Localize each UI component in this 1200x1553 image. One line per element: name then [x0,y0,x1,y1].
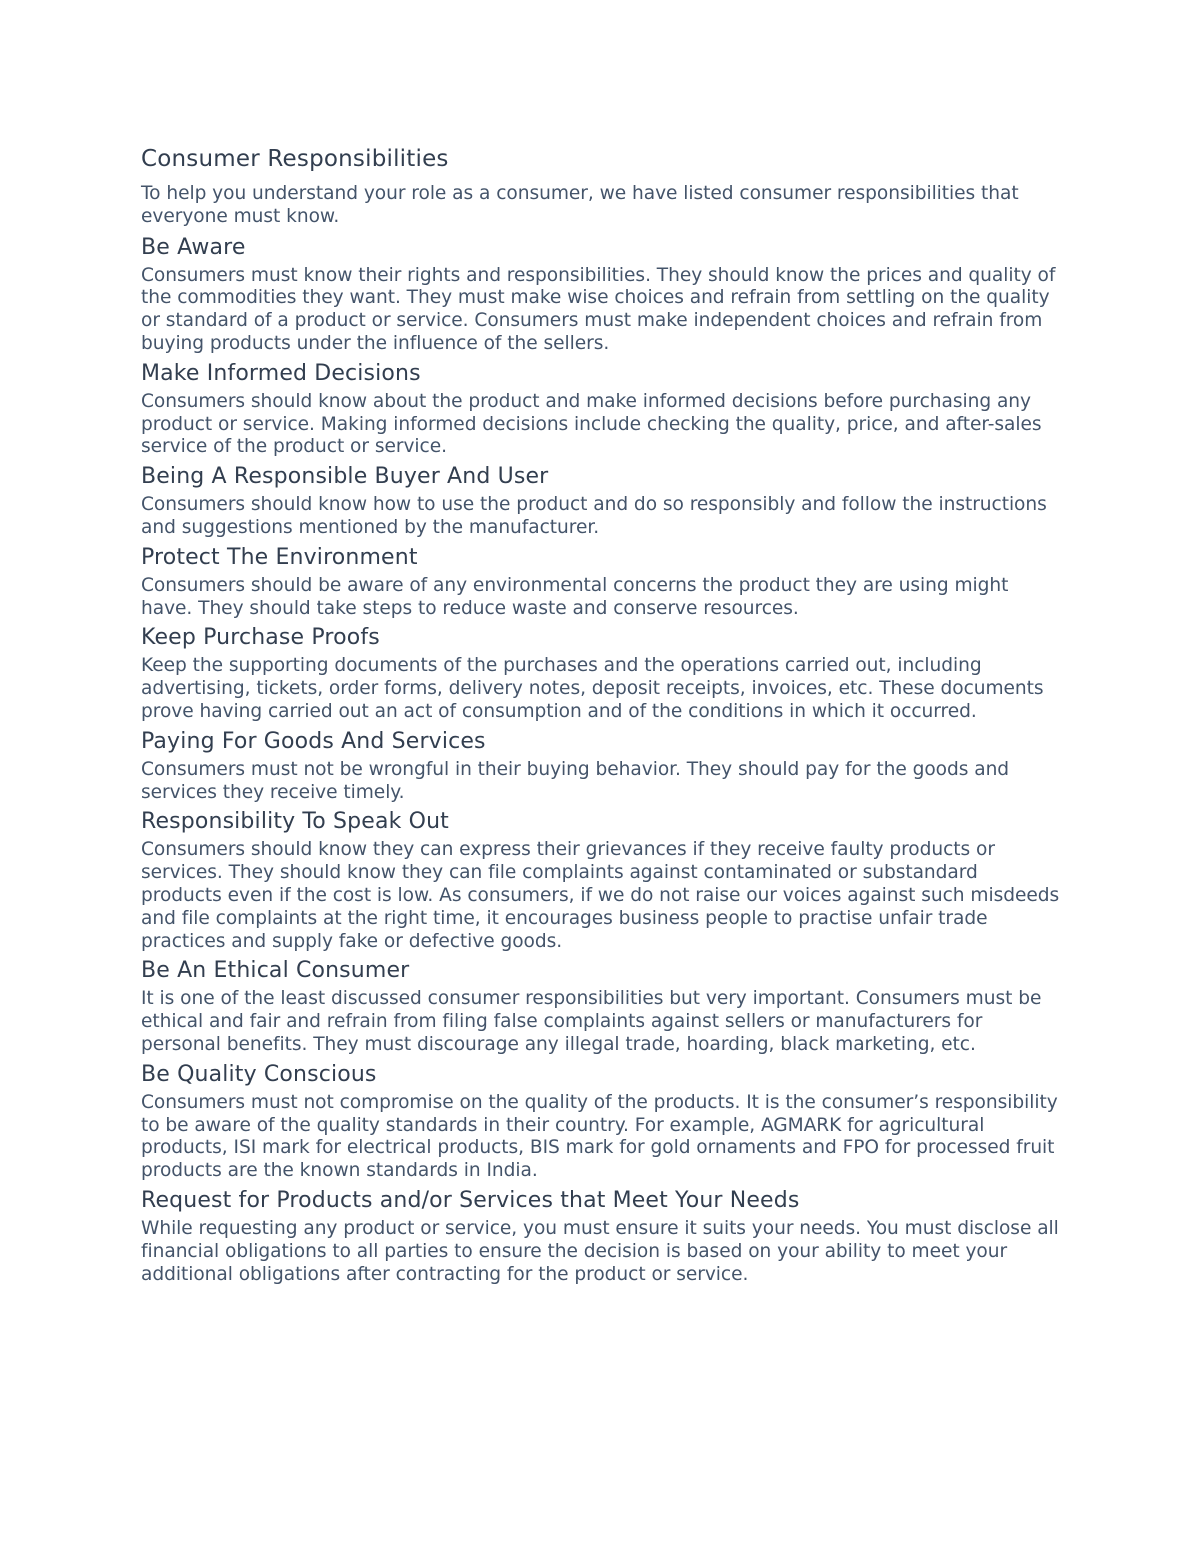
section-heading: Protect The Environment [141,544,418,570]
section-be-aware [141,234,1061,356]
section-paying-for-goods [141,728,1061,805]
section-body: Consumers must know their rights and responsibilities. They should know the prices and quality of the commodities they want. They must make wise choices and refrain from settling on the quality or standard of a product or service. Consumers must make independent choices and refrain from buying products under the influence of the sellers. [141,264,1056,354]
section-body: Consumers must not compromise on the quality of the products. It is the consumer’s responsibility to be aware of the quality standards in their country. For example, AGMARK for agricultural products, ISI mark for electrical products, BIS mark for gold ornaments and FPO for processed fruit products are the known standards in India. [141,1091,1058,1182]
section-heading: Keep Purchase Proofs [141,625,380,651]
section-body: Consumers must not be wrongful in their buying behavior. They should pay for the goods and services they receive timely. [141,758,1010,803]
section-heading: Be Aware [141,234,246,260]
section-quality-conscious [141,1061,1061,1183]
section-heading: Paying For Goods And Services [141,728,486,754]
section-body: Keep the supporting documents of the purchases and the operations carried out, including advertising, tickets, order forms, delivery notes, deposit receipts, invoices, etc. These documents prove having carried out an act of consumption and of the conditions in which it occurred. [141,655,1044,722]
document-title: Consumer Responsibilities [141,146,449,172]
section-request-products [141,1187,1061,1286]
document-page [141,143,1061,1290]
intro-paragraph: To help you understand your role as a consumer, we have listed consumer responsibilities that everyone must know. [141,183,1019,227]
section-heading: Being A Responsible Buyer And User [141,464,549,490]
section-body: Consumers should know how to use the product and do so responsibly and follow the instructions and suggestions mentioned by the manufacturer. [141,494,1047,538]
section-ethical-consumer [141,957,1061,1056]
section-responsible-buyer [141,463,1061,540]
section-body: While requesting any product or service, you must ensure it suits your needs. You must disclose all financial obligations to all parties to ensure the decision is based on your ability to meet your additional obligations after contracting for the product or service. [141,1217,1059,1285]
section-make-informed-decisions [141,360,1061,459]
section-heading: Responsibility To Speak Out [141,809,449,835]
section-body: Consumers should know about the product and make informed decisions before purchasing any product or service. Making informed decisions include checking the quality, price, and after-sales service of the product or service. [141,390,1042,458]
section-heading: Be Quality Conscious [141,1061,377,1087]
section-heading: Request for Products and/or Services that Meet Your Needs [141,1187,800,1213]
section-body: Consumers should know they can express their grievances if they receive faulty products or services. They should know they can file complaints against contaminated or substandard products even if the cost is low. As consumers, if we do not raise our voices against such misdeeds and file complaints at the right time, it encourages business people to practise unfair trade practices and supply fake or defective goods. [141,839,1060,952]
section-heading: Be An Ethical Consumer [141,958,410,984]
section-body: Consumers should be aware of any environmental concerns the product they are using might have. They should take steps to reduce waste and conserve resources. [141,574,1009,619]
section-body: It is one of the least discussed consumer responsibilities but very important. Consumers must be ethical and fair and refrain from filing false complaints against sellers or manufacturers for personal benefits. They must discourage any illegal trade, hoarding, black marketing, etc. [141,988,1042,1055]
section-heading: Make Informed Decisions [141,360,421,386]
section-keep-purchase-proofs [141,624,1061,723]
section-protect-environment [141,544,1061,621]
section-speak-out [141,808,1061,953]
